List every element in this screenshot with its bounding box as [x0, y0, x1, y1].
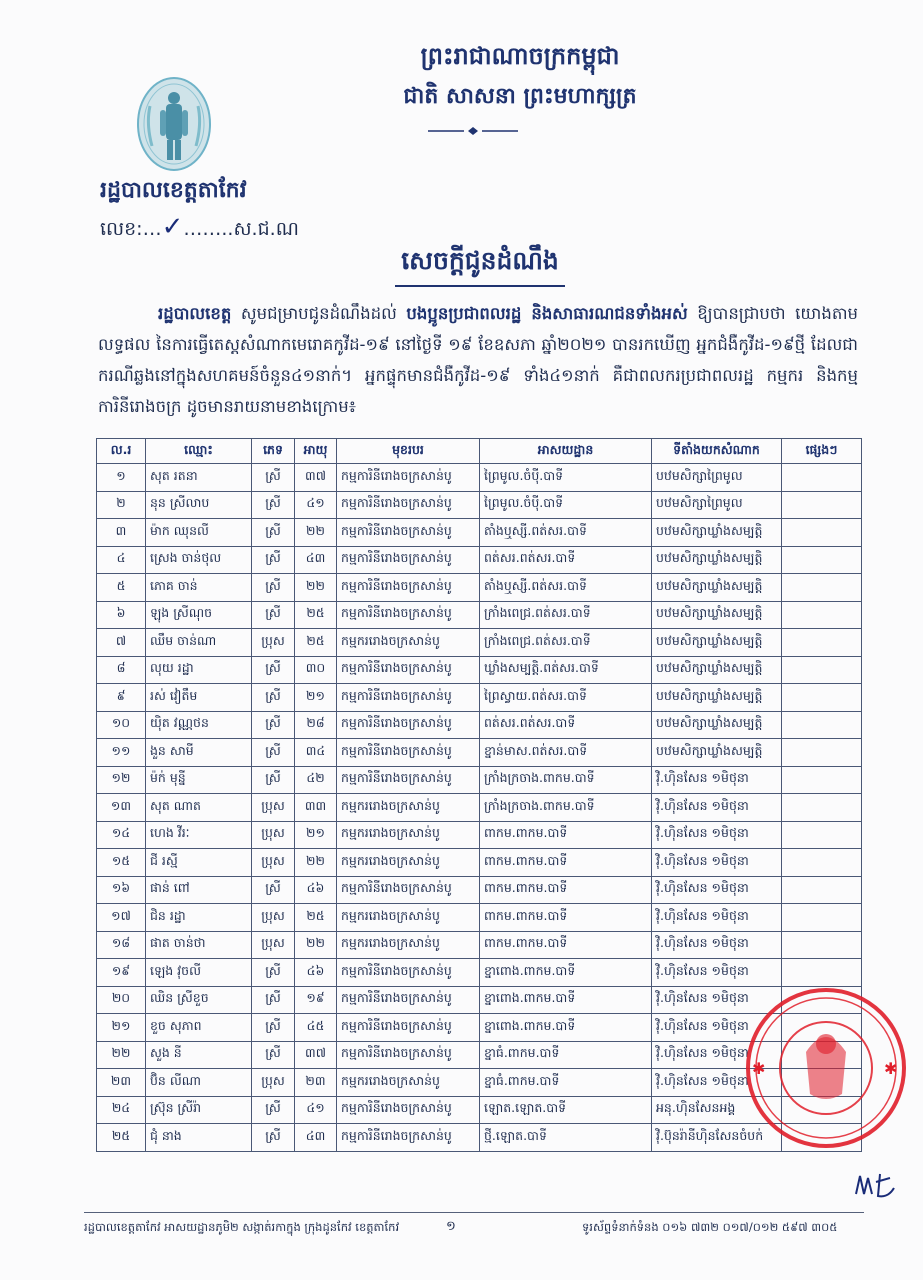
cell-other [782, 711, 862, 739]
cell-no: ៥ [97, 574, 146, 602]
notice-lead: រដ្ឋបាលខេត្ត [158, 304, 232, 323]
col-header-occupation: មុខរបរ [337, 439, 480, 464]
cell-age: ៤៥ [295, 1014, 337, 1042]
cell-sex: ស្រី [252, 1014, 295, 1042]
table-row [97, 491, 862, 519]
cell-address: ពត់សរ.ពត់សរ.បាទី [480, 711, 652, 739]
table-row [97, 766, 862, 794]
cell-address: ខ្នាពោង.ពាកម.បាទី [480, 959, 652, 987]
col-header-age: អាយុ [295, 439, 337, 464]
cell-name: ស្រេង ចាន់ថុល [146, 546, 252, 574]
cell-address: ពត់សរ.ពត់សរ.បាទី [480, 546, 652, 574]
cell-other [782, 821, 862, 849]
cell-other [782, 766, 862, 794]
cell-sample-site: វ៉ិ.ហ៊ិនសែន ១មិថុនា [652, 849, 782, 877]
cell-sex: ប្រុស [252, 794, 295, 822]
cell-no: ២៣ [97, 1069, 146, 1097]
cell-other [782, 546, 862, 574]
cell-occupation: កម្មការិនីរោងចក្រសាន់បូ [337, 1041, 480, 1069]
cell-no: ១២ [97, 766, 146, 794]
cell-age: ៤៣ [295, 1124, 337, 1152]
cell-age: ២១ [295, 821, 337, 849]
cell-address: ខ្នាធំ.ពាកម.បាទី [480, 1069, 652, 1097]
cell-occupation: កម្មការិនីរោងចក្រសាន់បូ [337, 986, 480, 1014]
table-row [97, 849, 862, 877]
col-header-no: ល.រ [97, 439, 146, 464]
cell-address: ឡោត.ឡោត.បាទី [480, 1096, 652, 1124]
cell-age: ៤៣ [295, 546, 337, 574]
cell-address: ពាកម.ពាកម.បាទី [480, 876, 652, 904]
cell-sex: ស្រី [252, 986, 295, 1014]
col-header-other: ផ្សេងៗ [782, 439, 862, 464]
table-row [97, 656, 862, 684]
cell-name: ឈឹម ចាន់ណា [146, 629, 252, 657]
cell-address: ខ្នាពោង.ពាកម.បាទី [480, 1014, 652, 1042]
cell-sex: ស្រី [252, 519, 295, 547]
cell-occupation: កម្មការិនីរោងចក្រសាន់បូ [337, 1014, 480, 1042]
table-row [97, 684, 862, 712]
cell-name: ខួច សុភាព [146, 1014, 252, 1042]
table-row [97, 629, 862, 657]
cell-other [782, 931, 862, 959]
cell-occupation: កម្មកររោងចក្រសាន់បូ [337, 794, 480, 822]
cell-name: ជិន រដ្ឋា [146, 904, 252, 932]
cell-name: ស្រ៊ុន ស្រីរ៉ា [146, 1096, 252, 1124]
cell-age: ៤៦ [295, 876, 337, 904]
cell-occupation: កម្មការិនីរោងចក្រសាន់បូ [337, 656, 480, 684]
cell-age: ៤២ [295, 766, 337, 794]
cell-name: ផាន់ ពៅ [146, 876, 252, 904]
cell-age: ២២ [295, 931, 337, 959]
cell-age: ៤៦ [295, 959, 337, 987]
cell-sex: ប្រុស [252, 849, 295, 877]
official-red-seal-icon [734, 982, 914, 1152]
cell-occupation: កម្មកររោងចក្រសាន់បូ [337, 1069, 480, 1097]
table-row [97, 876, 862, 904]
cell-no: ២០ [97, 986, 146, 1014]
cell-sample-site: វ៉ិ.ហ៊ិនសែន ១មិថុនា [652, 1041, 782, 1069]
ref-prefix: លេខ:… [100, 218, 162, 240]
table-row [97, 739, 862, 767]
cell-sample-site: វ៉ិ.ហ៊ិនសែន ១មិថុនា [652, 876, 782, 904]
cell-other [782, 491, 862, 519]
cell-other [782, 794, 862, 822]
cell-occupation: កម្មកររោងចក្រសាន់បូ [337, 904, 480, 932]
cell-address: ពាកម.ពាកម.បាទី [480, 821, 652, 849]
table-row [97, 794, 862, 822]
cell-no: ១៤ [97, 821, 146, 849]
cell-no: ១ [97, 464, 146, 492]
cell-no: ៩ [97, 684, 146, 712]
cell-sex: ស្រី [252, 1096, 295, 1124]
cell-occupation: កម្មការិនីរោងចក្រសាន់បូ [337, 1124, 480, 1152]
cell-name: ម៉ាក ឈុនលី [146, 519, 252, 547]
cell-occupation: កម្មការិនីរោងចក្រសាន់បូ [337, 766, 480, 794]
royal-emblem-icon [136, 76, 212, 172]
cell-sample-site: វ៉ិ.ហ៊ិនសែន ១មិថុនា [652, 1069, 782, 1097]
cell-address: ក្រាំងក្រចាង.ពាកម.បាទី [480, 766, 652, 794]
cell-sample-site: វ៉ិ.ហ៊ិនសែន ១មិថុនា [652, 986, 782, 1014]
cell-age: ១៩ [295, 986, 337, 1014]
cell-no: ៧ [97, 629, 146, 657]
cell-age: ៣៤ [295, 739, 337, 767]
cell-occupation: កម្មការិនីរោងចក្រសាន់បូ [337, 601, 480, 629]
cell-address: ពាកម.ពាកម.បាទី [480, 931, 652, 959]
cell-age: ២៥ [295, 601, 337, 629]
cell-no: ១០ [97, 711, 146, 739]
cell-occupation: កម្មការិនីរោងចក្រសាន់បូ [337, 739, 480, 767]
cell-name: ប៊ិន លីណា [146, 1069, 252, 1097]
cell-address: តាំងឬស្សី.ពត់សរ.បាទី [480, 519, 652, 547]
cell-sample-site: វ៉ិ.ហ៊ិនសែន ១មិថុនា [652, 1014, 782, 1042]
cell-occupation: កម្មកររោងចក្រសាន់បូ [337, 849, 480, 877]
cell-sex: ស្រី [252, 574, 295, 602]
cell-age: ៣៧ [295, 464, 337, 492]
cell-sample-site: បឋមសិក្សាព្រៃមូល [652, 491, 782, 519]
footer-divider [84, 1212, 864, 1213]
cell-sample-site: វ៉ិ.ហ៊ិនសែន ១មិថុនា [652, 794, 782, 822]
cell-sample-site: បឋមសិក្សាឃ្លាំងសម្បត្តិ [652, 574, 782, 602]
cell-name: យ៉ិត វណ្ណថន [146, 711, 252, 739]
table-row [97, 601, 862, 629]
svg-text:✱: ✱ [884, 1059, 898, 1078]
cell-age: ៤១ [295, 1096, 337, 1124]
col-header-name: ឈ្មោះ [146, 439, 252, 464]
handwritten-signature-icon [850, 1164, 900, 1204]
cell-no: ១៥ [97, 849, 146, 877]
cell-sex: ស្រី [252, 959, 295, 987]
cell-age: ២៥ [295, 629, 337, 657]
cell-address: ខ្នាពោង.ពាកម.បាទី [480, 986, 652, 1014]
cell-sample-site: វ៉ិ.ហ៊ិនសែន ១មិថុនា [652, 821, 782, 849]
cell-address: ព្រៃមូល.ចំប៉ី.បាទី [480, 464, 652, 492]
cell-no: ១៩ [97, 959, 146, 987]
cell-address: ខ្នាធំ.ពាកម.បាទី [480, 1041, 652, 1069]
cell-sample-site: វ៉ិ.ហ៊ិនសែន ១មិថុនា [652, 766, 782, 794]
cell-other [782, 629, 862, 657]
cell-no: ២ [97, 491, 146, 519]
cell-address: ពាកម.ពាកម.បាទី [480, 849, 652, 877]
cell-sample-site: អនុ.ហ៊ិនសែនអង្គ [652, 1096, 782, 1124]
col-header-address: អាសយដ្ឋាន [480, 439, 652, 464]
cell-occupation: កម្មការិនីរោងចក្រសាន់បូ [337, 546, 480, 574]
cell-other [782, 876, 862, 904]
cell-sex: ប្រុស [252, 629, 295, 657]
cell-no: ២៥ [97, 1124, 146, 1152]
cell-age: ២៨ [295, 711, 337, 739]
cell-age: ៣៧ [295, 1041, 337, 1069]
cell-sex: ប្រុស [252, 904, 295, 932]
cell-sample-site: បឋមសិក្សាឃ្លាំងសម្បត្តិ [652, 546, 782, 574]
cell-sample-site: បឋមសិក្សាព្រៃមូល [652, 464, 782, 492]
cell-other [782, 574, 862, 602]
ref-suffix: ……..ស.ជ.ណ [183, 218, 299, 240]
cell-sex: ស្រី [252, 739, 295, 767]
cell-name: ផាត ចាន់ថា [146, 931, 252, 959]
cell-no: ៣ [97, 519, 146, 547]
cell-other [782, 656, 862, 684]
cell-age: ២២ [295, 849, 337, 877]
cell-name: ឡេង វុចលី [146, 959, 252, 987]
cell-sex: ស្រី [252, 876, 295, 904]
cell-age: ៣៣ [295, 794, 337, 822]
cell-name: សុត រតនា [146, 464, 252, 492]
cell-name: ជុំ នាង [146, 1124, 252, 1152]
cell-address: ព្រៃមូល.ចំប៉ី.បាទី [480, 491, 652, 519]
cell-occupation: កម្មកររោងចក្រសាន់បូ [337, 931, 480, 959]
cell-address: ថ្មី.ឡោត.បាទី [480, 1124, 652, 1152]
cell-address: ក្រាំងក្រចាង.ពាកម.បាទី [480, 794, 652, 822]
cell-address: ពាកម.ពាកម.បាទី [480, 904, 652, 932]
cell-no: ១៨ [97, 931, 146, 959]
table-header-row [97, 439, 862, 464]
notice-text-1: សូមជម្រាបជូនដំណឹងដល់ [231, 304, 407, 323]
cell-name: ឡុង ស្រីណុច [146, 601, 252, 629]
cell-sex: ស្រី [252, 656, 295, 684]
table-row [97, 711, 862, 739]
cell-address: ព្រៃស្វាយ.ពត់សរ.បាទី [480, 684, 652, 712]
cell-sex: ស្រី [252, 491, 295, 519]
cell-sample-site: វ៉ិ.ហ៊ិនសែន ១មិថុនា [652, 904, 782, 932]
cell-sex: ស្រី [252, 711, 295, 739]
issuing-authority: រដ្ឋបាលខេត្តតាកែវ [100, 178, 247, 203]
cell-other [782, 601, 862, 629]
cell-sex: ប្រុស [252, 931, 295, 959]
footer-address: រដ្ឋបាលខេត្តតាកែវ អាសយដ្ឋានភូមិ២ សង្កាត់រកាក្នុង ក្រុងដូនកែវ ខេត្តតាកែវ [84, 1220, 400, 1234]
cell-sex: ស្រី [252, 766, 295, 794]
cell-occupation: កម្មការិនីរោងចក្រសាន់បូ [337, 684, 480, 712]
cell-no: ៤ [97, 546, 146, 574]
cell-sample-site: បឋមសិក្សាឃ្លាំងសម្បត្តិ [652, 739, 782, 767]
cell-name: រស់ វៀតឹម [146, 684, 252, 712]
cell-other [782, 519, 862, 547]
page-number: ១ [446, 1219, 456, 1234]
cell-occupation: កម្មការិនីរោងចក្រសាន់បូ [337, 876, 480, 904]
cell-no: ២១ [97, 1014, 146, 1042]
notice-bold-audience: បងប្អូនប្រជាពលរដ្ឋ និងសាធារណជនទាំងអស់ [406, 304, 688, 323]
cell-name: សួង នី [146, 1041, 252, 1069]
cell-occupation: កម្មការិនីរោងចក្រសាន់បូ [337, 491, 480, 519]
cell-no: ១៧ [97, 904, 146, 932]
cell-address: ក្រាំងពេជ្រ.ពត់សរ.បាទី [480, 601, 652, 629]
cell-sample-site: វ៉ិ.ហ៊ិនសែន ១មិថុនា [652, 931, 782, 959]
cell-sex: ស្រី [252, 464, 295, 492]
cell-occupation: កម្មការិនីរោងចក្រសាន់បូ [337, 711, 480, 739]
cell-address: ខ្នាន់មាស.ពត់សរ.បាទី [480, 739, 652, 767]
cell-name: ភោគ ចាន់ [146, 574, 252, 602]
cell-sample-site: បឋមសិក្សាឃ្លាំងសម្បត្តិ [652, 684, 782, 712]
notice-text-2: ឱ្យបានជ្រាបថា យោងតាមលទ្ធផល នៃការធ្វើតេស្តសំណាកមេរោគកូវីដ-១៩ នៅថ្ងៃទី ១៩ ខែឧសភា ឆ្នាំ២០២១ បានរកឃើញ អ្នកជំងឺកូវីដ-១៩ថ្មី ដែលជាករណីឆ្លងនៅក្នុងសហគមន៍ចំនួន៤១នាក់។ អ្នកផ្ទុកមានជំងឺកូវីដ-១៩ ទាំង៤១នាក់ គឺជាពលករប្រជាពលរដ្ឋ កម្មករ និងកម្មការិនីរោងចក្រ ដូចមានរាយនាមខាងក្រោម៖ [98, 304, 859, 416]
cell-sex: ស្រី [252, 1124, 295, 1152]
cell-sample-site: បឋមសិក្សាឃ្លាំងសម្បត្តិ [652, 629, 782, 657]
notice-title: សេចក្តីជូនដំណឹង [401, 246, 559, 275]
cell-sex: ស្រី [252, 684, 295, 712]
cell-address: តាំងឬស្សី.ពត់សរ.បាទី [480, 574, 652, 602]
cell-age: ២២ [295, 519, 337, 547]
cell-name: លុយ រដ្ឋា [146, 656, 252, 684]
national-motto: ជាតិ សាសនា ព្រះមហាក្សត្រ [403, 84, 637, 109]
kingdom-heading: ព្រះរាជាណាចក្រកម្ពុជា [420, 42, 620, 70]
cell-sex: ប្រុស [252, 821, 295, 849]
cell-other [782, 684, 862, 712]
cell-occupation: កម្មការិនីរោងចក្រសាន់បូ [337, 464, 480, 492]
footer-phone: ទូរស័ព្ទទំនាក់ទំនង ០១៦ ៧៣២ ០១៧/០១២ ៥៩៧ ៣០៥ [582, 1220, 838, 1234]
cell-name: ងួន សាមី [146, 739, 252, 767]
cell-sex: ប្រុស [252, 1069, 295, 1097]
cell-no: ១៣ [97, 794, 146, 822]
table-row [97, 519, 862, 547]
table-row [97, 904, 862, 932]
ref-handwritten-mark: ✓ [161, 212, 184, 242]
cell-sample-site: បឋមសិក្សាឃ្លាំងសម្បត្តិ [652, 711, 782, 739]
cell-no: ១៦ [97, 876, 146, 904]
cell-age: ២២ [295, 574, 337, 602]
title-underline [395, 285, 565, 287]
cell-name: សុត ណាត [146, 794, 252, 822]
col-header-sex: ភេទ [252, 439, 295, 464]
cell-sex: ស្រី [252, 1041, 295, 1069]
table-row [97, 546, 862, 574]
cell-other [782, 904, 862, 932]
cell-occupation: កម្មកររោងចក្រសាន់បូ [337, 629, 480, 657]
cell-no: ១១ [97, 739, 146, 767]
cell-sample-site: បឋមសិក្សាឃ្លាំងសម្បត្តិ [652, 601, 782, 629]
cell-name: ជី រស្មី [146, 849, 252, 877]
cell-occupation: កម្មកររោងចក្រសាន់បូ [337, 821, 480, 849]
cell-other [782, 464, 862, 492]
ornament-divider-icon [428, 126, 518, 136]
cell-sex: ស្រី [252, 546, 295, 574]
cell-age: ៤១ [295, 491, 337, 519]
table-row [97, 821, 862, 849]
table-row [97, 931, 862, 959]
cell-no: ៨ [97, 656, 146, 684]
reference-number [100, 212, 299, 245]
cell-occupation: កម្មការិនីរោងចក្រសាន់បូ [337, 1096, 480, 1124]
table-row [97, 464, 862, 492]
cell-other [782, 739, 862, 767]
cell-other [782, 849, 862, 877]
cell-name: ម៉ក់ មុន្នី [146, 766, 252, 794]
cell-address: ក្រាំងពេជ្រ.ពត់សរ.បាទី [480, 629, 652, 657]
cell-name: ឈិន ស្រីខួច [146, 986, 252, 1014]
col-header-sample-site: ទីតាំងយកសំណាក [652, 439, 782, 464]
cell-name: ហេង វីរៈ [146, 821, 252, 849]
cell-age: ២៥ [295, 904, 337, 932]
cell-occupation: កម្មការិនីរោងចក្រសាន់បូ [337, 959, 480, 987]
cell-name: នុន ស្រីលាប [146, 491, 252, 519]
cell-occupation: កម្មការិនីរោងចក្រសាន់បូ [337, 519, 480, 547]
cell-sample-site: វ៉ិ.ប៊ុនរ៉ានីហ៊ិនសែនចំបក់ [652, 1124, 782, 1152]
cell-no: ២២ [97, 1041, 146, 1069]
notice-paragraph [98, 298, 858, 422]
cell-no: ៦ [97, 601, 146, 629]
table-row [97, 574, 862, 602]
cell-sample-site: វ៉ិ.ហ៊ិនសែន ១មិថុនា [652, 959, 782, 987]
cell-no: ២៤ [97, 1096, 146, 1124]
cell-sex: ស្រី [252, 601, 295, 629]
cell-age: ២១ [295, 684, 337, 712]
cell-age: ៣០ [295, 656, 337, 684]
cell-sample-site: បឋមសិក្សាឃ្លាំងសម្បត្តិ [652, 519, 782, 547]
cell-age: ២៣ [295, 1069, 337, 1097]
cell-address: ឃ្លាំងសម្បត្តិ.ពត់សរ.បាទី [480, 656, 652, 684]
cell-occupation: កម្មការិនីរោងចក្រសាន់បូ [337, 574, 480, 602]
svg-text:✱: ✱ [752, 1059, 766, 1078]
cell-sample-site: បឋមសិក្សាឃ្លាំងសម្បត្តិ [652, 656, 782, 684]
